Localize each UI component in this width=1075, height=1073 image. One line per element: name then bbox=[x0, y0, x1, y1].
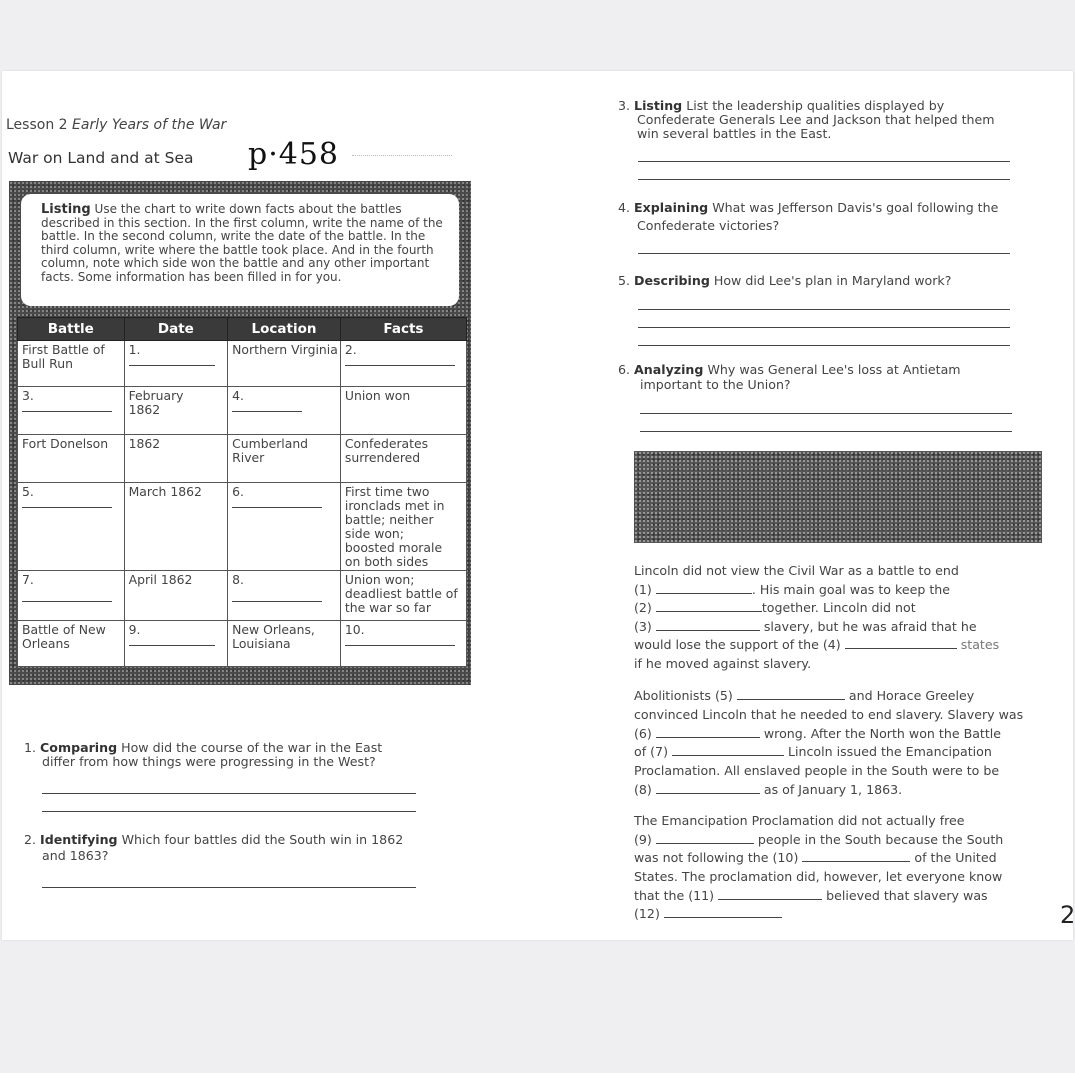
lesson-title: Early Years of the War bbox=[72, 117, 227, 133]
answer-blank[interactable] bbox=[129, 645, 215, 646]
answer-blank[interactable] bbox=[232, 601, 322, 602]
battle-chart bbox=[9, 181, 471, 685]
cell-location[interactable]: 6. bbox=[228, 483, 341, 571]
cell-date: March 1862 bbox=[124, 483, 228, 571]
fill-blank-12[interactable] bbox=[664, 906, 782, 918]
cell-date: 1862 bbox=[124, 435, 228, 483]
answer-blank[interactable] bbox=[129, 365, 215, 366]
fill-blank-2[interactable] bbox=[656, 600, 762, 612]
fill-blank-3[interactable] bbox=[656, 619, 760, 631]
passage-line: States. The proclamation did, however, let everyone know bbox=[634, 869, 1003, 884]
fill-blank-6[interactable] bbox=[656, 726, 760, 738]
col-header-date: Date bbox=[124, 318, 228, 341]
battle-table bbox=[17, 317, 467, 667]
question-1: 1. Comparing How did the course of the war in the East bbox=[24, 740, 383, 755]
handwritten-page-note: p·458 bbox=[248, 137, 340, 172]
answer-line[interactable] bbox=[42, 793, 416, 794]
lesson-label: Lesson 2 bbox=[6, 117, 68, 133]
cell-location[interactable]: 4. bbox=[228, 387, 341, 435]
cell-facts: Union won; deadliest battle of the war so far bbox=[340, 571, 466, 621]
page-number: 2 bbox=[1060, 901, 1075, 929]
cell-date[interactable]: 1. bbox=[124, 341, 228, 387]
cell-battle[interactable]: 7. bbox=[18, 571, 125, 621]
worksheet-page bbox=[2, 71, 1073, 940]
passage-line: (12) bbox=[634, 906, 782, 921]
answer-line[interactable] bbox=[638, 309, 1010, 310]
cell-location[interactable]: 8. bbox=[228, 571, 341, 621]
cell-facts: Confederates surrendered bbox=[340, 435, 466, 483]
passage-line: (6) wrong. After the North won the Battle bbox=[634, 726, 1002, 741]
instructions-box bbox=[21, 194, 459, 306]
passage-line: would lose the support of the (4) states bbox=[634, 637, 1000, 652]
answer-line[interactable] bbox=[640, 431, 1012, 432]
instructions-text: Use the chart to write down facts about the battles described in this section. In the first column, write the name of the battle. In the second column, write the date of the battle. In the third column, write where the battle took place. And in the fourth column, note which side won the battle and any other important facts. Some information has been filled in for you. bbox=[41, 202, 443, 284]
cell-battle[interactable]: 5. bbox=[18, 483, 125, 571]
table-row bbox=[18, 621, 467, 667]
section-title: War on Land and at Sea bbox=[8, 149, 194, 167]
question-3-line3: win several battles in the East. bbox=[637, 126, 832, 141]
question-6-line2: important to the Union? bbox=[640, 377, 791, 392]
passage-line: if he moved against slavery. bbox=[634, 656, 812, 671]
passage-line: was not following the (10) of the United bbox=[634, 850, 997, 865]
cell-facts: Union won bbox=[340, 387, 466, 435]
passage-line: The Emancipation Proclamation did not actually free bbox=[634, 813, 965, 828]
passage-line: that the (11) believed that slavery was bbox=[634, 888, 988, 903]
fill-blank-11[interactable] bbox=[718, 888, 822, 900]
fill-blank-1[interactable] bbox=[656, 582, 752, 594]
passage-line: convinced Lincoln that he needed to end slavery. Slavery was bbox=[634, 707, 1024, 722]
passage-line: Abolitionists (5) and Horace Greeley bbox=[634, 688, 975, 703]
fill-blank-4[interactable] bbox=[845, 637, 957, 649]
cell-battle[interactable]: 3. bbox=[18, 387, 125, 435]
question-2-line2: and 1863? bbox=[42, 848, 109, 863]
instructions-lead: Listing bbox=[41, 202, 91, 217]
obscured-summary-heading bbox=[634, 451, 1042, 543]
fill-blank-8[interactable] bbox=[656, 782, 760, 794]
lesson-heading bbox=[6, 117, 226, 133]
question-5: 5. Describing How did Lee's plan in Maryland work? bbox=[618, 273, 952, 288]
cell-date: February 1862 bbox=[124, 387, 228, 435]
divider bbox=[352, 155, 452, 156]
answer-line[interactable] bbox=[638, 327, 1010, 328]
question-4-line2: Confederate victories? bbox=[637, 218, 780, 233]
answer-line[interactable] bbox=[638, 161, 1010, 162]
answer-blank[interactable] bbox=[22, 507, 112, 508]
fill-blank-10[interactable] bbox=[802, 850, 910, 862]
cell-location: Northern Virginia bbox=[228, 341, 341, 387]
answer-blank[interactable] bbox=[232, 411, 302, 412]
answer-line[interactable] bbox=[42, 811, 416, 812]
cell-date: April 1862 bbox=[124, 571, 228, 621]
question-3: 3. Listing List the leadership qualities displayed by bbox=[618, 98, 945, 113]
cell-date[interactable]: 9. bbox=[124, 621, 228, 667]
cell-facts[interactable]: 2. bbox=[340, 341, 466, 387]
col-header-battle: Battle bbox=[18, 318, 125, 341]
question-3-line2: Confederate Generals Lee and Jackson that helped them bbox=[637, 112, 995, 127]
passage-line: (2) together. Lincoln did not bbox=[634, 600, 916, 615]
question-2: 2. Identifying Which four battles did the South win in 1862 bbox=[24, 832, 404, 847]
table-header-row bbox=[18, 318, 467, 341]
cell-facts: First time two ironclads met in battle; neither side won; boosted morale on both sides bbox=[340, 483, 466, 571]
answer-line[interactable] bbox=[42, 887, 416, 888]
col-header-facts: Facts bbox=[340, 318, 466, 341]
answer-line[interactable] bbox=[638, 345, 1010, 346]
fill-blank-9[interactable] bbox=[656, 832, 754, 844]
table-row bbox=[18, 341, 467, 387]
answer-blank[interactable] bbox=[22, 411, 112, 412]
fill-blank-5[interactable] bbox=[737, 688, 845, 700]
table-row bbox=[18, 387, 467, 435]
passage-line: (3) slavery, but he was afraid that he bbox=[634, 619, 977, 634]
answer-line[interactable] bbox=[638, 179, 1010, 180]
cell-battle: Fort Donelson bbox=[18, 435, 125, 483]
answer-line[interactable] bbox=[638, 253, 1010, 254]
cell-location: Cumberland River bbox=[228, 435, 341, 483]
passage-line: (1) . His main goal was to keep the bbox=[634, 582, 951, 597]
answer-blank[interactable] bbox=[345, 365, 455, 366]
answer-blank[interactable] bbox=[345, 645, 455, 646]
fill-blank-7[interactable] bbox=[672, 744, 784, 756]
cell-facts[interactable]: 10. bbox=[340, 621, 466, 667]
cell-location: New Orleans, Louisiana bbox=[228, 621, 341, 667]
answer-line[interactable] bbox=[640, 413, 1012, 414]
cell-battle: First Battle of Bull Run bbox=[18, 341, 125, 387]
passage-line: Proclamation. All enslaved people in the South were to be bbox=[634, 763, 1000, 778]
table-row bbox=[18, 483, 467, 571]
answer-blank[interactable] bbox=[232, 507, 322, 508]
question-1-line2: differ from how things were progressing in the West? bbox=[42, 754, 376, 769]
passage-line: (9) people in the South because the South bbox=[634, 832, 1004, 847]
passage-line: Lincoln did not view the Civil War as a battle to end bbox=[634, 563, 959, 578]
answer-blank[interactable] bbox=[22, 601, 112, 602]
col-header-location: Location bbox=[228, 318, 341, 341]
passage-line: of (7) Lincoln issued the Emancipation bbox=[634, 744, 992, 759]
table-row bbox=[18, 571, 467, 621]
passage-line: (8) as of January 1, 1863. bbox=[634, 782, 903, 797]
question-4: 4. Explaining What was Jefferson Davis's goal following the bbox=[618, 200, 999, 215]
question-6: 6. Analyzing Why was General Lee's loss at Antietam bbox=[618, 362, 961, 377]
table-row bbox=[18, 435, 467, 483]
cell-battle: Battle of New Orleans bbox=[18, 621, 125, 667]
